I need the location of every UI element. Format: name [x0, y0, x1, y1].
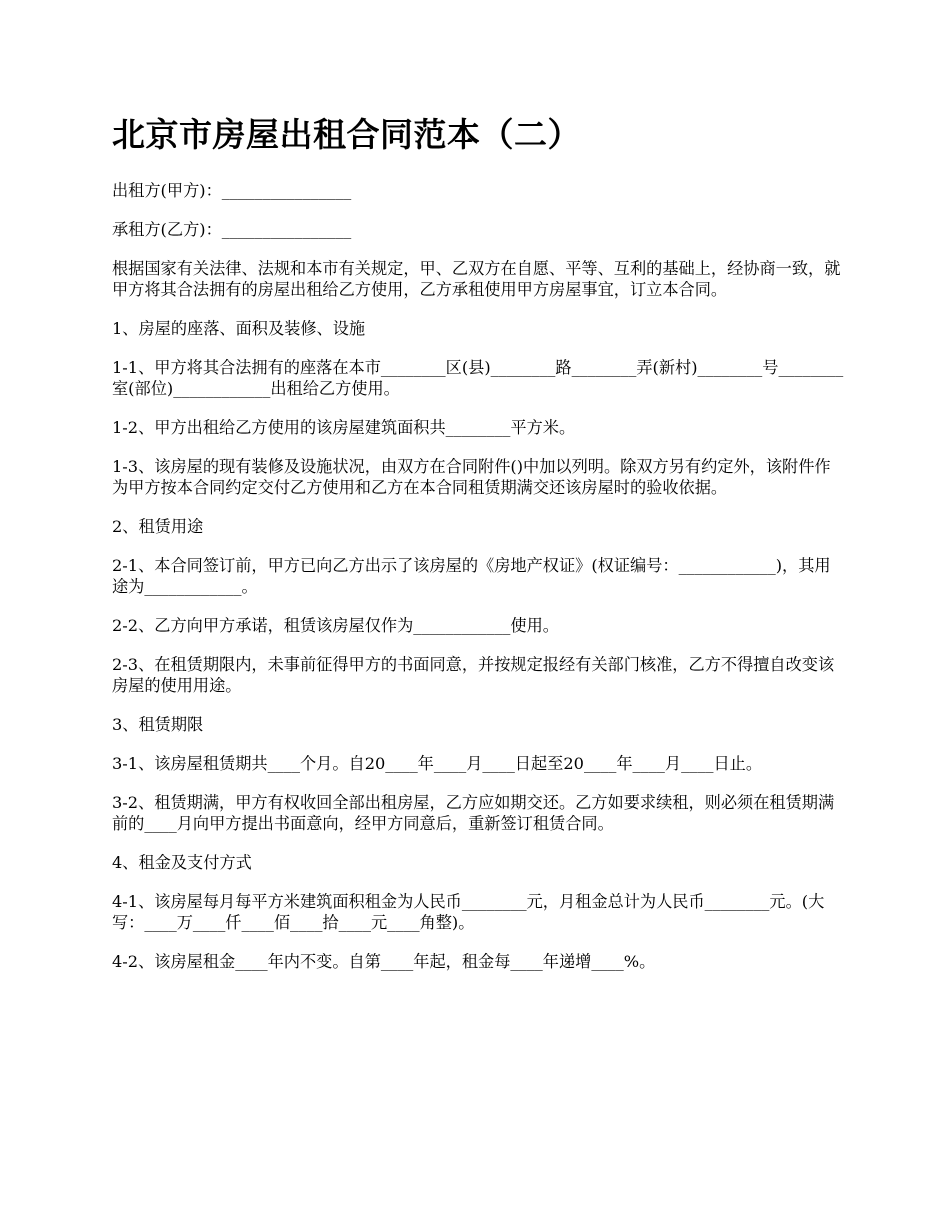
lessor-line: 出租方(甲方)：________________	[112, 181, 352, 200]
document-page	[112, 112, 844, 990]
clause-4-2: 4-2、该房屋租金____年内不变。自第____年起，租金每____年递增____%。	[112, 952, 656, 971]
clause-1-1: 1-1、甲方将其合法拥有的座落在本市________区(县)________路________弄(新村)________号________室(部位)____________出租给乙方使用。	[112, 358, 844, 398]
section-heading-4: 4、租金及支付方式	[112, 853, 252, 872]
clause-3-1: 3-1、该房屋租赁期共____个月。自20____年____月____日起至20____年____月____日止。	[112, 754, 763, 773]
clause-2-1: 2-1、本合同签订前，甲方已向乙方出示了该房屋的《房地产权证》(权证编号：____________)，其用途为____________。	[112, 556, 831, 596]
preamble-paragraph: 根据国家有关法律、法规和本市有关规定，甲、乙双方在自愿、平等、互利的基础上，经协商一致，就甲方将其合法拥有的房屋出租给乙方使用，乙方承租使用甲方房屋事宜，订立本合同。	[112, 259, 841, 299]
clause-3-2: 3-2、租赁期满，甲方有权收回全部出租房屋，乙方应如期交还。乙方如要求续租，则必须在租赁期满前的____月向甲方提出书面意向，经甲方同意后，重新签订租赁合同。	[112, 793, 835, 833]
clause-1-3: 1-3、该房屋的现有装修及设施状况，由双方在合同附件()中加以列明。除双方另有约定外，该附件作为甲方按本合同约定交付乙方使用和乙方在本合同租赁期满交还该房屋时的验收依据。	[112, 457, 831, 497]
clause-1-2: 1-2、甲方出租给乙方使用的该房屋建筑面积共________平方米。	[112, 418, 576, 437]
section-heading-1: 1、房屋的座落、面积及装修、设施	[112, 319, 366, 338]
section-heading-2: 2、租赁用途	[112, 517, 204, 536]
section-heading-3: 3、租赁期限	[112, 715, 204, 734]
clause-4-1: 4-1、该房屋每月每平方米建筑面积租金为人民币________元，月租金总计为人民币________元。(大写：____万____仟____佰____拾____元____角整)。	[112, 892, 825, 932]
document-title: 北京市房屋出租合同范本（二）	[112, 115, 581, 154]
clause-2-2: 2-2、乙方向甲方承诺，租赁该房屋仅作为____________使用。	[112, 616, 559, 635]
lessee-line: 承租方(乙方)：________________	[112, 220, 352, 239]
clause-2-3: 2-3、在租赁期限内，未事前征得甲方的书面同意，并按规定报经有关部门核准，乙方不得擅自改变该房屋的使用用途。	[112, 655, 835, 695]
